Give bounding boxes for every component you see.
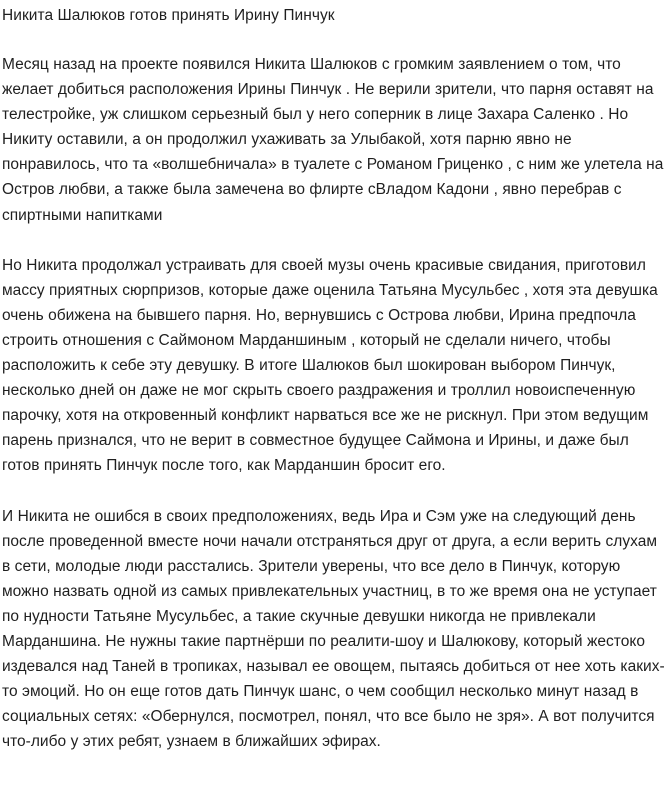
article-paragraph: И Никита не ошибся в своих предположениях, ведь Ира и Сэм уже на следующий день после проведенной вместе ночи начали отстраняться друг от друга, а если верить слухам в сети, молодые люди расстались. Зрители уверены, что все дело в Пинчук, которую можно назвать одной из самых привлекательных участниц, в то же время она не уступает по нудности Татьяне Мусульбес, а такие скучные девушки никогда не привлекали Марданшина. Не нужны такие партнёрши по реалити-шоу и Шалюкову, который жестоко издевался над Таней в тропиках, называл ее овощем, пытаясь добиться от нее хоть каких-то эмоций. Но он еще готов дать Пинчук шанс, о чем сообщил несколько минут назад в социальных сетях: «Обернулся, посмотрел, понял, что все было не зря». А вот получится что-либо у этих ребят, узнаем в ближайших эфирах.: [2, 507, 665, 751]
article-paragraph: Месяц назад на проекте появился Никита Шалюков с громким заявлением о том, что желает добиться расположения Ирины Пинчук . Не верили зрители, что парня оставят на телестройке, уж слишком серьезный был у него соперник в лице Захара Саленко . Но Никиту оставили, а он продолжил ухаживать за Улыбакой, хотя парню явно не понравилось, что та «волшебничала» в туалете с Романом Гриценко , с ним же улетела на Остров любви, а также была замечена во флирте сВладом Кадони , явно перебрав с спиртными напитками: [2, 56, 664, 224]
article-title: Никита Шалюков готов принять Ирину Пинчук: [2, 7, 335, 24]
article-body: [2, 52, 666, 754]
article-paragraph: Но Никита продолжал устраивать для своей музы очень красивые свидания, приготовил массу приятных сюрпризов, которые даже оценила Татьяна Мусульбес , хотя эта девушка очень обижена на бывшего парня. Но, вернувшись с Острова любви, Ирина предпочла строить отношения с Саймоном Марданшиным , который не сделали ничего, чтобы расположить к себе эту девушку. В итоге Шалюков был шокирован выбором Пинчук, несколько дней он даже не мог скрыть своего раздражения и троллил новоиспеченную парочку, хотя на откровенный конфликт нарваться все же не рискнул. При этом ведущим парень признался, что не верит в совместное будущее Саймона и Ирины, и даже был готов принять Пинчук после того, как Марданшин бросит его.: [2, 256, 658, 475]
title-body-spacer: [2, 28, 666, 52]
